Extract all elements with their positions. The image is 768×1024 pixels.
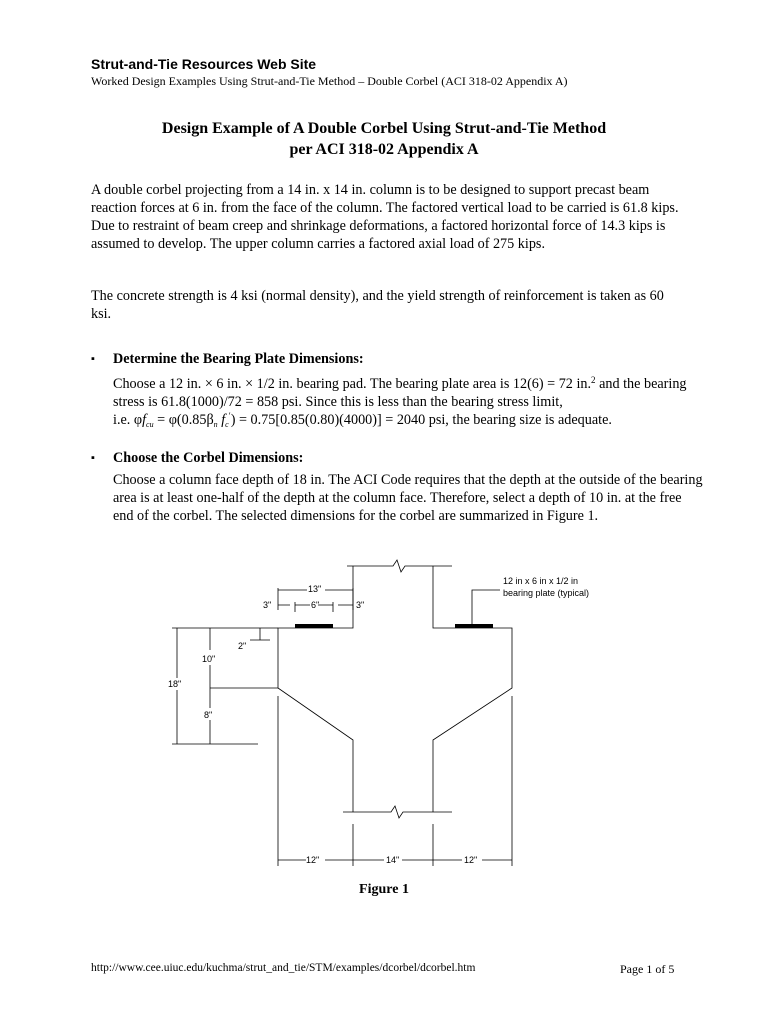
intro-paragraph: A double corbel projecting from a 14 in. x 14 in. column is to be designed to support precast beam reaction forces at 6 in. from the face of the column. The factored vertical load to be carried is 61.8 kips. Due to restraint of beam creep and shrinkage deformations, a factored horizontal force of 14.3 kips is assumed to develop. The upper column carries a factored axial load of 275 kips.: [91, 182, 679, 252]
cu-subscript: cu: [146, 420, 154, 429]
dim-6-label: 6": [311, 600, 320, 610]
bottom-break-line: [343, 806, 452, 818]
prime-mark: ′: [228, 411, 231, 421]
page-number: Page 1 of 5: [620, 962, 675, 976]
dim-18-label: 18": [168, 679, 182, 689]
fc-symbol: f: [217, 412, 226, 428]
document-title: [0, 118, 768, 160]
corbel-dimensions-text: Choose a column face depth of 18 in. The ACI Code requires that the depth at the outside of the bearing area is at least one-half of the depth at the column face. Therefore, select a depth of 10 in. at the free end of the corbel. The selected dimensions for the corbel are summarized in Figure 1.: [113, 472, 703, 524]
bearing-plate-text: [113, 375, 703, 411]
n-subscript: n: [213, 420, 218, 429]
title-line-1: Design Example of A Double Corbel Using Strut-and-Tie Method: [161, 120, 607, 137]
right-bearing-plate: [455, 624, 493, 628]
bullet-marker-1: ▪: [91, 353, 95, 365]
figure-caption: Figure 1: [359, 882, 409, 897]
dim-10-label: 10": [202, 654, 216, 664]
title-line-2: per ACI 318-02 Appendix A: [289, 141, 479, 158]
phi-symbol: φ: [133, 412, 143, 428]
materials-paragraph: The concrete strength is 4 ksi (normal density), and the yield strength of reinforcement is taken as 60 ksi.: [91, 288, 664, 322]
dim-3-right-label: 3": [356, 600, 365, 610]
f-symbol: f: [142, 412, 147, 428]
plate-note-line-1: 12 in x 6 in x 1/2 in: [503, 576, 579, 586]
bearing-plate-heading: Determine the Bearing Plate Dimensions:: [113, 351, 364, 367]
c-subscript: c: [225, 420, 229, 429]
left-bearing-plate: [295, 624, 333, 628]
bearing-plate-text-b: and the bearing stress is 61.8(1000)/72 = 858 psi. Since this is less than the bearing stress limit,: [113, 376, 687, 410]
bearing-plate-text-a: Choose a 12 in. × 6 in. × 1/2 in. bearing pad. The bearing plate area is 12(6) = 72 in.: [113, 376, 592, 392]
dim-3-left-label: 3": [263, 600, 272, 610]
formula-eq1: = φ(0.85β: [153, 412, 214, 428]
plate-note-line-2: bearing plate (typical): [503, 588, 590, 598]
ie-label: i.e.: [113, 412, 134, 428]
bearing-formula-line: [113, 411, 612, 434]
dim-12-left-label: 12": [306, 855, 320, 865]
corbel-figure: [0, 548, 768, 878]
formula-rest: ) = 0.75[0.85(0.80)(4000)] = 2040 psi,: [230, 412, 449, 428]
top-break-line: [347, 560, 452, 572]
dim-12-right-label: 12": [464, 855, 478, 865]
plate-note-leader: [472, 590, 500, 624]
squared-superscript: 2: [591, 375, 596, 385]
site-subtitle: Worked Design Examples Using Strut-and-Tie Method – Double Corbel (ACI 318-02 Appendix A): [91, 74, 568, 88]
corbel-dimensions-heading: Choose the Corbel Dimensions:: [113, 450, 304, 466]
bullet-marker-2: ▪: [91, 452, 95, 464]
site-title: Strut-and-Tie Resources Web Site: [91, 56, 317, 72]
dim-8-label: 8": [204, 710, 213, 720]
dim-13-label: 13": [308, 584, 322, 594]
footer-url[interactable]: http://www.cee.uiuc.edu/kuchma/strut_and_tie/STM/examples/dcorbel/dcorbel.htm: [91, 962, 476, 974]
dim-2-label: 2": [238, 641, 247, 651]
bearing-adequate-tail: the bearing size is adequate.: [448, 412, 612, 428]
dim-14-label: 14": [386, 855, 400, 865]
